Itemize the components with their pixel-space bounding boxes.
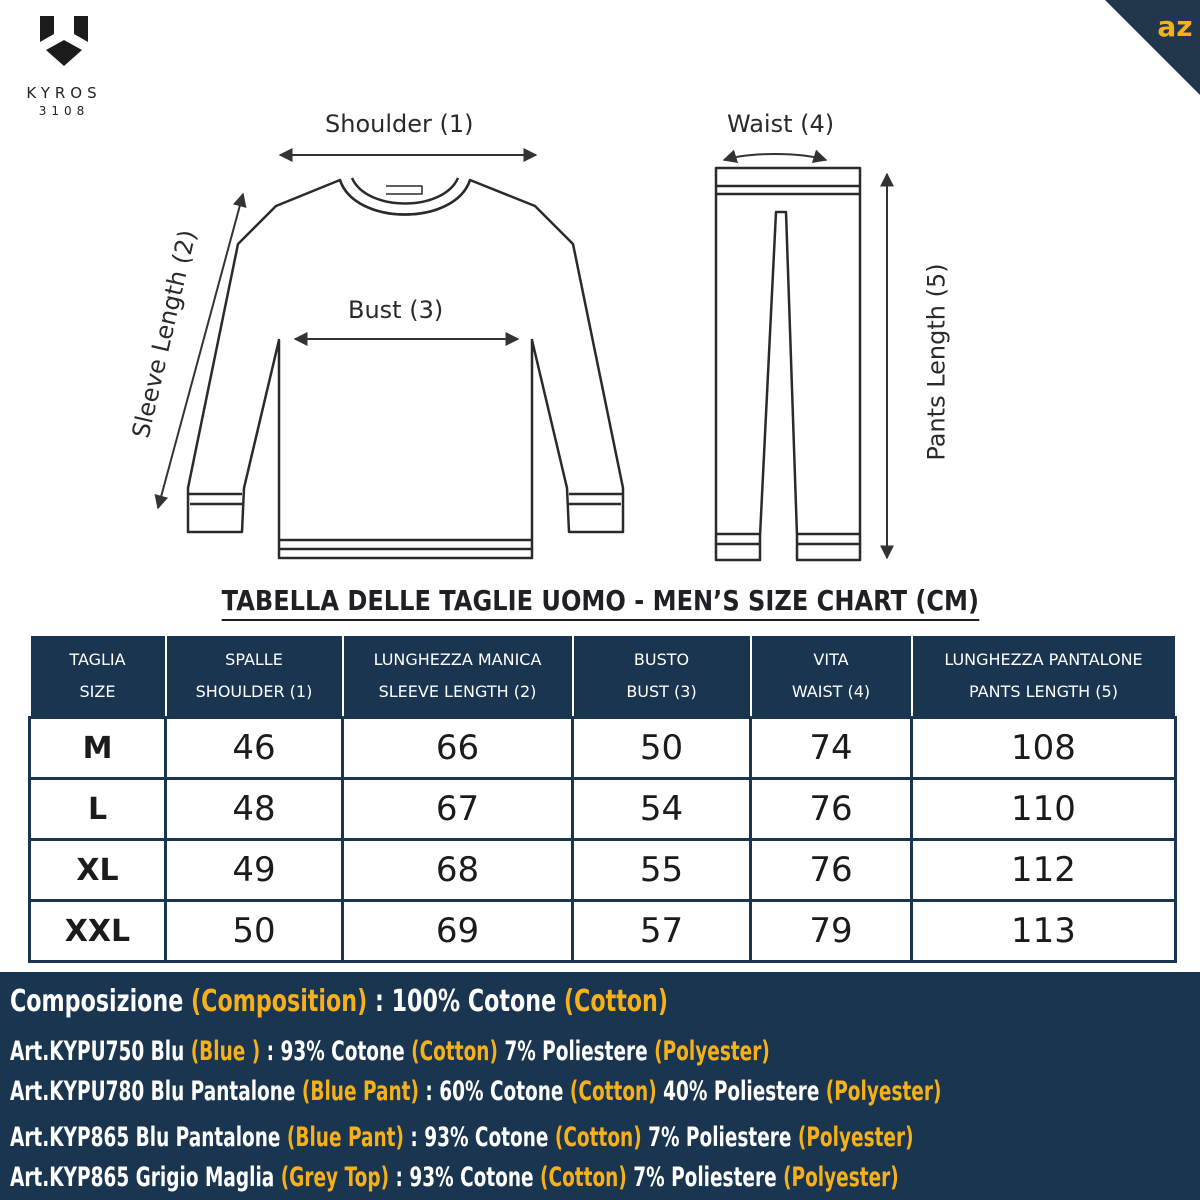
table-cell: 66 [343, 718, 573, 779]
garment-diagrams [0, 100, 1200, 580]
garment-illustration [0, 100, 1200, 580]
size-cell: XL [30, 840, 166, 901]
article-line: Art.KYPU780 Blu Pantalone (Blue Pant) : 60% Cotone (Cotton) 40% Poliestere (Polyester) [10, 1076, 942, 1107]
table-cell: 79 [751, 901, 912, 962]
header-size: TAGLIA SIZE [30, 635, 166, 718]
table-cell: 113 [912, 901, 1176, 962]
corner-badge-text: az [1157, 10, 1193, 43]
table-cell: 57 [573, 901, 751, 962]
table-cell: 50 [573, 718, 751, 779]
composition-line: Composizione (Composition) : 100% Cotone (Cotton) [10, 984, 669, 1019]
table-header-row [30, 635, 1176, 718]
size-cell: M [30, 718, 166, 779]
article-line: Art.KYP865 Blu Pantalone (Blue Pant) : 93% Cotone (Cotton) 7% Poliestere (Polyester) [10, 1122, 914, 1153]
brand-name: KYROS [26, 84, 102, 102]
brand-number: 3108 [38, 104, 90, 118]
table-cell: 55 [573, 840, 751, 901]
pants-length-label: Pants Length (5) [922, 263, 951, 461]
table-cell: 67 [343, 779, 573, 840]
header-waist: VITA WAIST (4) [751, 635, 912, 718]
table-cell: 76 [751, 779, 912, 840]
table-cell: 108 [912, 718, 1176, 779]
table-row [30, 779, 1176, 840]
table-row [30, 901, 1176, 962]
table-row [30, 718, 1176, 779]
table-cell: 54 [573, 779, 751, 840]
composition-panel [0, 972, 1200, 1200]
shoulder-label: Shoulder (1) [325, 110, 474, 138]
header-bust: BUSTO BUST (3) [573, 635, 751, 718]
pants-icon [716, 168, 860, 560]
table-cell: 110 [912, 779, 1176, 840]
table-row [30, 840, 1176, 901]
size-chart-title-text: TABELLA DELLE TAGLIE UOMO - MEN’S SIZE CHART (CM) [221, 584, 978, 621]
table-cell: 50 [166, 901, 343, 962]
kyros-logo-icon [34, 12, 94, 70]
size-table [28, 634, 1177, 963]
shirt-icon [188, 178, 623, 558]
table-cell: 68 [343, 840, 573, 901]
table-cell: 69 [343, 901, 573, 962]
table-cell: 49 [166, 840, 343, 901]
bust-label: Bust (3) [348, 296, 444, 324]
size-cell: XXL [30, 901, 166, 962]
table-cell: 48 [166, 779, 343, 840]
size-cell: L [30, 779, 166, 840]
sleeve-label: Sleeve Length (2) [126, 227, 202, 441]
header-shoulder: SPALLE SHOULDER (1) [166, 635, 343, 718]
header-pants-length: LUNGHEZZA PANTALONE PANTS LENGTH (5) [912, 635, 1176, 718]
table-cell: 76 [751, 840, 912, 901]
table-cell: 74 [751, 718, 912, 779]
table-cell: 46 [166, 718, 343, 779]
corner-badge [1105, 0, 1200, 95]
waist-label: Waist (4) [727, 110, 835, 138]
size-chart-title [0, 584, 1200, 621]
table-cell: 112 [912, 840, 1176, 901]
article-line: Art.KYP865 Grigio Maglia (Grey Top) : 93% Cotone (Cotton) 7% Poliestere (Polyester) [10, 1162, 899, 1193]
header-sleeve-length: LUNGHEZZA MANICA SLEEVE LENGTH (2) [343, 635, 573, 718]
article-line: Art.KYPU750 Blu (Blue ) : 93% Cotone (Cotton) 7% Poliestere (Polyester) [10, 1036, 770, 1067]
